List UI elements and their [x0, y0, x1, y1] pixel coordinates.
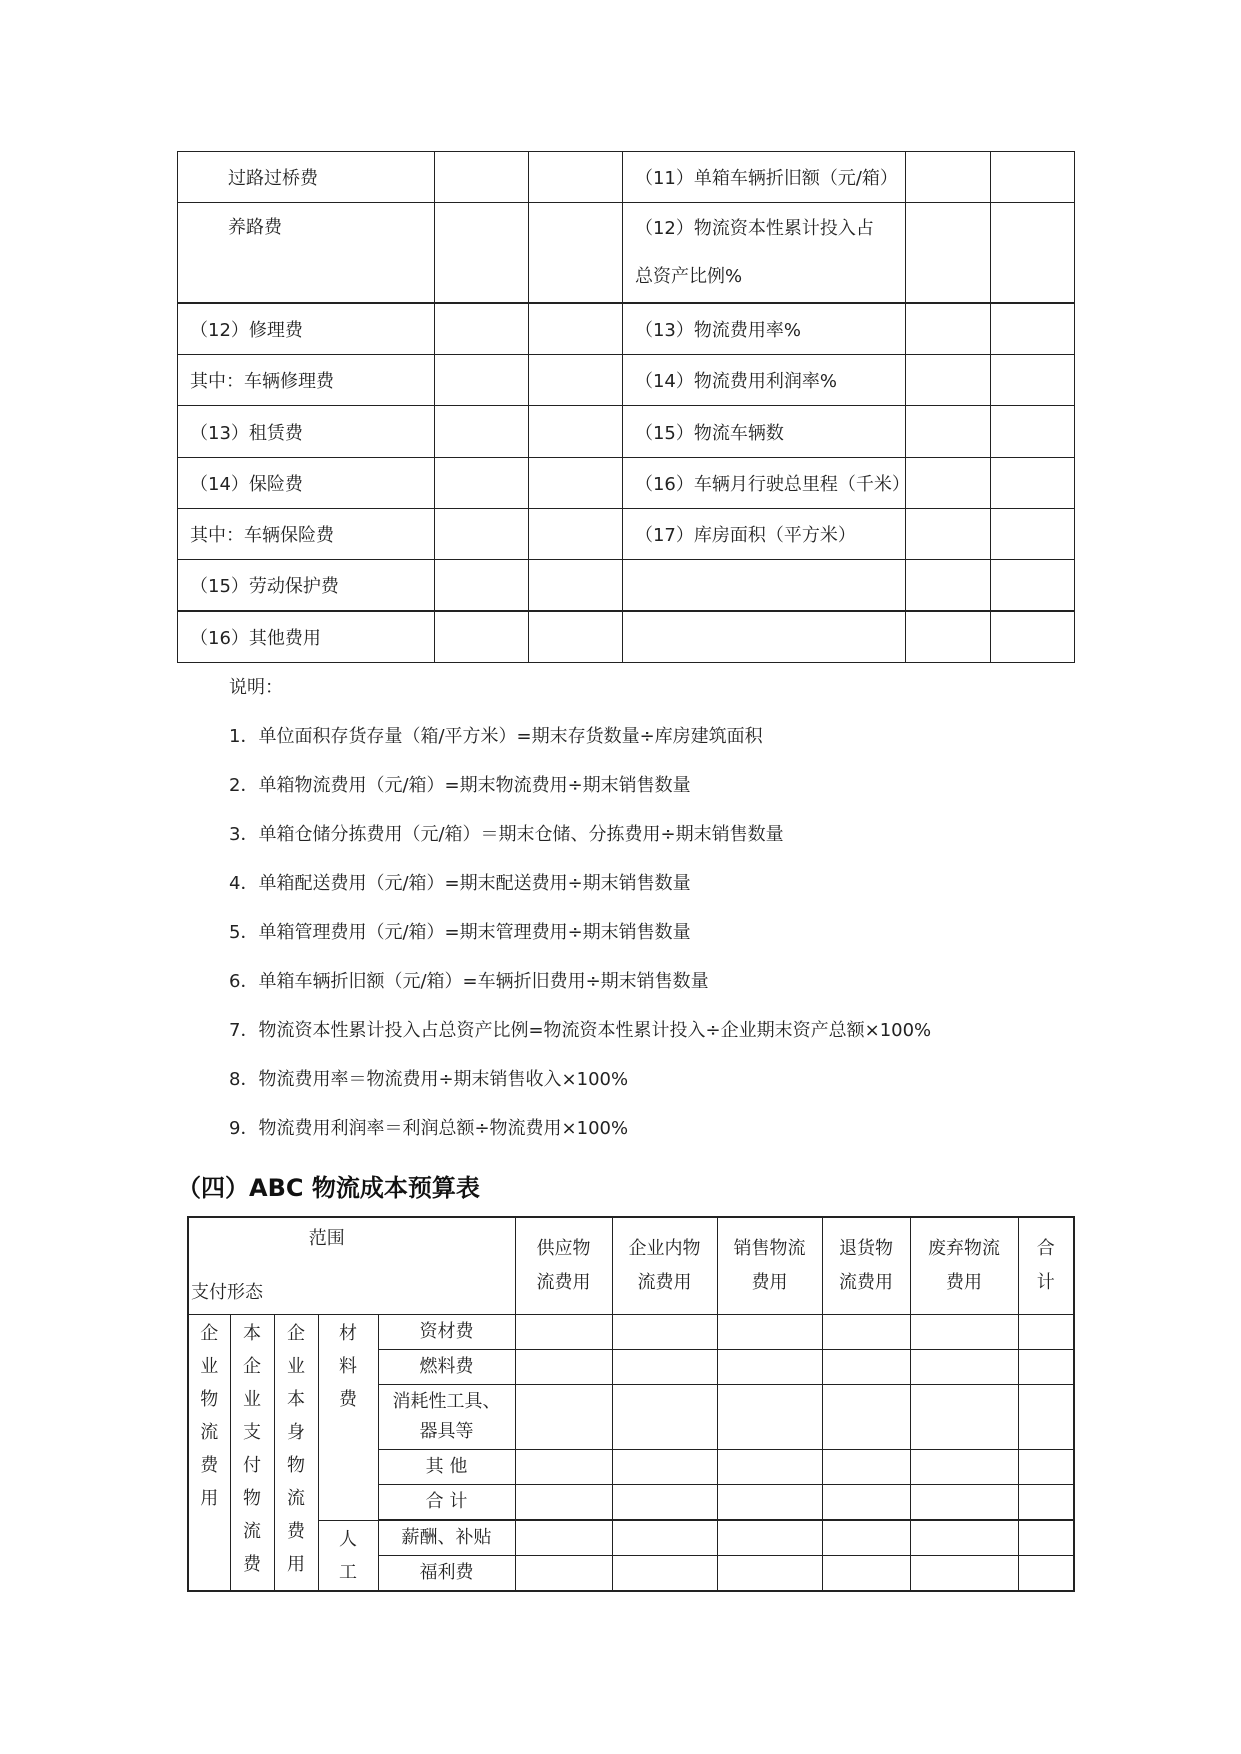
- category-self-paid: [230, 1314, 274, 1591]
- note-item: 3．单箱仓储分拣费用（元/箱）＝期末仓储、分拣费用÷期末销售数量: [229, 824, 784, 845]
- budget-cell[interactable]: [612, 1520, 717, 1555]
- corner-range-label: 范围: [308, 1228, 345, 1249]
- row-label: （15）劳动保护费: [178, 560, 435, 611]
- column-header-line: 计: [1036, 1271, 1055, 1293]
- notes-section: [229, 673, 1129, 1163]
- table-row: [178, 560, 1075, 611]
- value-cell[interactable]: [528, 560, 622, 611]
- vertical-char: 物: [287, 1454, 305, 1476]
- column-header-line: 流费用: [536, 1271, 591, 1293]
- vertical-char: 物: [243, 1487, 261, 1509]
- value-cell[interactable]: [905, 560, 990, 611]
- value-cell[interactable]: [528, 457, 622, 508]
- value-cell[interactable]: [990, 203, 1074, 304]
- item-label: 福利费: [378, 1555, 515, 1591]
- column-header: [717, 1217, 822, 1314]
- column-header-line: 费用: [751, 1271, 788, 1293]
- indicator-label: （14）物流费用利润率%: [622, 355, 905, 406]
- table-row: [178, 355, 1075, 406]
- item-label: 其 他: [378, 1449, 515, 1484]
- budget-cell[interactable]: [515, 1520, 612, 1555]
- value-cell[interactable]: [990, 303, 1074, 354]
- value-cell[interactable]: [434, 457, 528, 508]
- table-row: [178, 406, 1075, 457]
- row-label: （14）保险费: [178, 457, 435, 508]
- budget-cell[interactable]: [910, 1314, 1018, 1349]
- corner-header: [188, 1217, 515, 1314]
- value-cell[interactable]: [528, 406, 622, 457]
- table-row: [188, 1314, 1074, 1349]
- row-label: （13）租赁费: [178, 406, 435, 457]
- vertical-char: 本: [243, 1322, 261, 1344]
- vertical-char: 用: [287, 1553, 305, 1575]
- budget-cell[interactable]: [1018, 1314, 1074, 1349]
- vertical-char: 付: [243, 1454, 261, 1476]
- value-cell[interactable]: [905, 611, 990, 662]
- budget-cell[interactable]: [1018, 1484, 1074, 1519]
- column-header-line: 流费用: [637, 1271, 692, 1293]
- note-item: 6．单箱车辆折旧额（元/箱）=车辆折旧费用÷期末销售数量: [229, 971, 709, 992]
- table-row: [178, 611, 1075, 662]
- budget-cell[interactable]: [515, 1314, 612, 1349]
- notes-heading: 说明：: [229, 677, 283, 698]
- column-header-line: 销售物流: [733, 1237, 806, 1259]
- budget-cell[interactable]: [822, 1555, 910, 1591]
- column-header-line: 供应物: [536, 1237, 591, 1259]
- value-cell[interactable]: [528, 203, 622, 304]
- value-cell[interactable]: [905, 457, 990, 508]
- value-cell[interactable]: [528, 509, 622, 560]
- row-label: 过路过桥费: [178, 152, 435, 203]
- budget-cell[interactable]: [717, 1555, 822, 1591]
- vertical-char: 业: [243, 1388, 261, 1410]
- value-cell[interactable]: [990, 406, 1074, 457]
- column-header: [1018, 1217, 1074, 1314]
- corner-payment-label: 支付形态: [191, 1281, 263, 1303]
- budget-cell[interactable]: [717, 1520, 822, 1555]
- vertical-char: 企: [287, 1322, 305, 1344]
- value-cell[interactable]: [905, 203, 990, 304]
- budget-cell[interactable]: [1018, 1449, 1074, 1484]
- budget-cell[interactable]: [910, 1349, 1018, 1384]
- indicator-label: （11）单箱车辆折旧额（元/箱）: [622, 152, 905, 203]
- value-cell[interactable]: [434, 509, 528, 560]
- indicator-label-line1: （12）物流资本性累计投入占: [634, 217, 874, 239]
- note-item: 8．物流费用率＝物流费用÷期末销售收入×100%: [229, 1069, 629, 1090]
- indicator-label: （13）物流费用率%: [622, 303, 905, 354]
- budget-cell[interactable]: [910, 1449, 1018, 1484]
- header-row: [188, 1217, 1074, 1314]
- column-header: [822, 1217, 910, 1314]
- note-item: 4．单箱配送费用（元/箱）=期末配送费用÷期末销售数量: [229, 873, 691, 894]
- section-title: （四）ABC 物流成本预算表: [177, 1174, 480, 1202]
- table-row: [188, 1520, 1074, 1555]
- budget-cell[interactable]: [822, 1484, 910, 1519]
- vertical-char: 用: [200, 1487, 219, 1509]
- column-header: [910, 1217, 1018, 1314]
- value-cell[interactable]: [528, 303, 622, 354]
- value-cell[interactable]: [905, 152, 990, 203]
- vertical-char: 支: [243, 1421, 261, 1443]
- vertical-char: 业: [200, 1355, 219, 1377]
- budget-cell[interactable]: [612, 1449, 717, 1484]
- budget-cell[interactable]: [717, 1314, 822, 1349]
- budget-cell[interactable]: [515, 1349, 612, 1384]
- value-cell[interactable]: [905, 406, 990, 457]
- note-item: 9．物流费用利润率＝利润总额÷物流费用×100%: [229, 1118, 629, 1139]
- budget-cell[interactable]: [717, 1384, 822, 1449]
- budget-cell[interactable]: [822, 1384, 910, 1449]
- row-label: 养路费: [178, 203, 435, 304]
- vertical-char: 流: [200, 1421, 219, 1443]
- budget-cell[interactable]: [612, 1484, 717, 1519]
- note-item: 2．单箱物流费用（元/箱）=期末物流费用÷期末销售数量: [229, 775, 691, 796]
- budget-cell[interactable]: [910, 1384, 1018, 1449]
- budget-cell[interactable]: [612, 1555, 717, 1591]
- budget-cell[interactable]: [1018, 1384, 1074, 1449]
- category-labor: [318, 1520, 378, 1591]
- abc-budget-table: [187, 1216, 1075, 1592]
- value-cell[interactable]: [528, 611, 622, 662]
- column-header-line: 企业内物: [628, 1237, 701, 1259]
- value-cell[interactable]: [990, 457, 1074, 508]
- value-cell[interactable]: [528, 152, 622, 203]
- category-own-logistics: [274, 1314, 318, 1591]
- vertical-char: 本: [287, 1388, 305, 1410]
- vertical-char: 企: [200, 1322, 219, 1344]
- indicator-label: [622, 611, 905, 662]
- table-row: [178, 303, 1075, 354]
- category-enterprise-logistics: [188, 1314, 230, 1591]
- item-label: 资材费: [378, 1314, 515, 1349]
- budget-cell[interactable]: [612, 1349, 717, 1384]
- item-label-line: 消耗性工具、: [392, 1390, 501, 1412]
- value-cell[interactable]: [905, 355, 990, 406]
- expense-indicator-table: [177, 151, 1075, 663]
- vertical-char: 业: [287, 1355, 305, 1377]
- row-label: （16）其他费用: [178, 611, 435, 662]
- item-label-line: 器具等: [419, 1420, 474, 1442]
- column-header-line: 流费用: [839, 1271, 894, 1293]
- note-item: 7．物流资本性累计投入占总资产比例=物流资本性累计投入÷企业期末资产总额×100%: [229, 1020, 932, 1041]
- note-item: 1．单位面积存货存量（箱/平方米）=期末存货数量÷库房建筑面积: [229, 726, 763, 747]
- value-cell[interactable]: [905, 509, 990, 560]
- budget-cell[interactable]: [1018, 1520, 1074, 1555]
- value-cell[interactable]: [990, 152, 1074, 203]
- vertical-char: 身: [287, 1421, 305, 1443]
- budget-cell[interactable]: [910, 1484, 1018, 1519]
- value-cell[interactable]: [528, 355, 622, 406]
- value-cell[interactable]: [990, 355, 1074, 406]
- category-material: [318, 1314, 378, 1520]
- budget-cell[interactable]: [612, 1384, 717, 1449]
- item-label: 燃料费: [378, 1349, 515, 1384]
- vertical-char: 流: [243, 1520, 261, 1542]
- item-label: [378, 1384, 515, 1449]
- table-row: [178, 203, 1075, 304]
- indicator-label: （15）物流车辆数: [622, 406, 905, 457]
- budget-cell[interactable]: [717, 1449, 822, 1484]
- column-header: [612, 1217, 717, 1314]
- budget-cell[interactable]: [515, 1384, 612, 1449]
- table-row: [178, 457, 1075, 508]
- row-label: （12）修理费: [178, 303, 435, 354]
- budget-cell[interactable]: [822, 1520, 910, 1555]
- indicator-label: [622, 203, 905, 304]
- budget-cell[interactable]: [515, 1484, 612, 1519]
- value-cell[interactable]: [990, 560, 1074, 611]
- budget-cell[interactable]: [717, 1349, 822, 1384]
- row-label: 其中：车辆修理费: [178, 355, 435, 406]
- value-cell[interactable]: [990, 509, 1074, 560]
- budget-cell[interactable]: [910, 1555, 1018, 1591]
- column-header-line: 合: [1036, 1237, 1055, 1259]
- indicator-label: （17）库房面积（平方米）: [622, 509, 905, 560]
- vertical-char: 物: [200, 1388, 219, 1410]
- budget-cell[interactable]: [822, 1314, 910, 1349]
- budget-cell[interactable]: [910, 1520, 1018, 1555]
- value-cell[interactable]: [434, 152, 528, 203]
- budget-cell[interactable]: [717, 1484, 822, 1519]
- value-cell[interactable]: [434, 611, 528, 662]
- budget-cell[interactable]: [822, 1449, 910, 1484]
- value-cell[interactable]: [905, 303, 990, 354]
- budget-cell[interactable]: [515, 1449, 612, 1484]
- column-header: [515, 1217, 612, 1314]
- vertical-char: 料: [339, 1355, 357, 1377]
- vertical-char: 人: [339, 1528, 357, 1550]
- budget-cell[interactable]: [1018, 1349, 1074, 1384]
- vertical-char: 费: [287, 1520, 305, 1542]
- budget-cell[interactable]: [515, 1555, 612, 1591]
- vertical-char: 流: [287, 1487, 305, 1509]
- column-header-line: 退货物: [839, 1237, 894, 1259]
- value-cell[interactable]: [434, 203, 528, 304]
- vertical-char: 企: [243, 1355, 261, 1377]
- indicator-label-line2: 总资产比例%: [634, 265, 743, 287]
- vertical-char: 材: [339, 1322, 357, 1344]
- value-cell[interactable]: [990, 611, 1074, 662]
- vertical-char: 费: [339, 1388, 357, 1410]
- row-label: 其中：车辆保险费: [178, 509, 435, 560]
- value-cell[interactable]: [434, 303, 528, 354]
- budget-cell[interactable]: [612, 1314, 717, 1349]
- value-cell[interactable]: [434, 406, 528, 457]
- vertical-char: 费: [200, 1454, 219, 1476]
- item-label: 薪酬、补贴: [378, 1520, 515, 1555]
- column-header-line: 废弃物流: [928, 1237, 1001, 1259]
- table-row: [178, 509, 1075, 560]
- note-item: 5．单箱管理费用（元/箱）=期末管理费用÷期末销售数量: [229, 922, 691, 943]
- vertical-char: 工: [339, 1561, 357, 1583]
- vertical-char: 费: [243, 1553, 261, 1575]
- indicator-label: （16）车辆月行驶总里程（千米）: [622, 457, 905, 508]
- item-label: 合 计: [378, 1484, 515, 1519]
- indicator-label: [622, 560, 905, 611]
- value-cell[interactable]: [434, 355, 528, 406]
- column-header-line: 费用: [946, 1271, 983, 1293]
- table-row: [178, 152, 1075, 203]
- value-cell[interactable]: [434, 560, 528, 611]
- budget-cell[interactable]: [1018, 1555, 1074, 1591]
- budget-cell[interactable]: [822, 1349, 910, 1384]
